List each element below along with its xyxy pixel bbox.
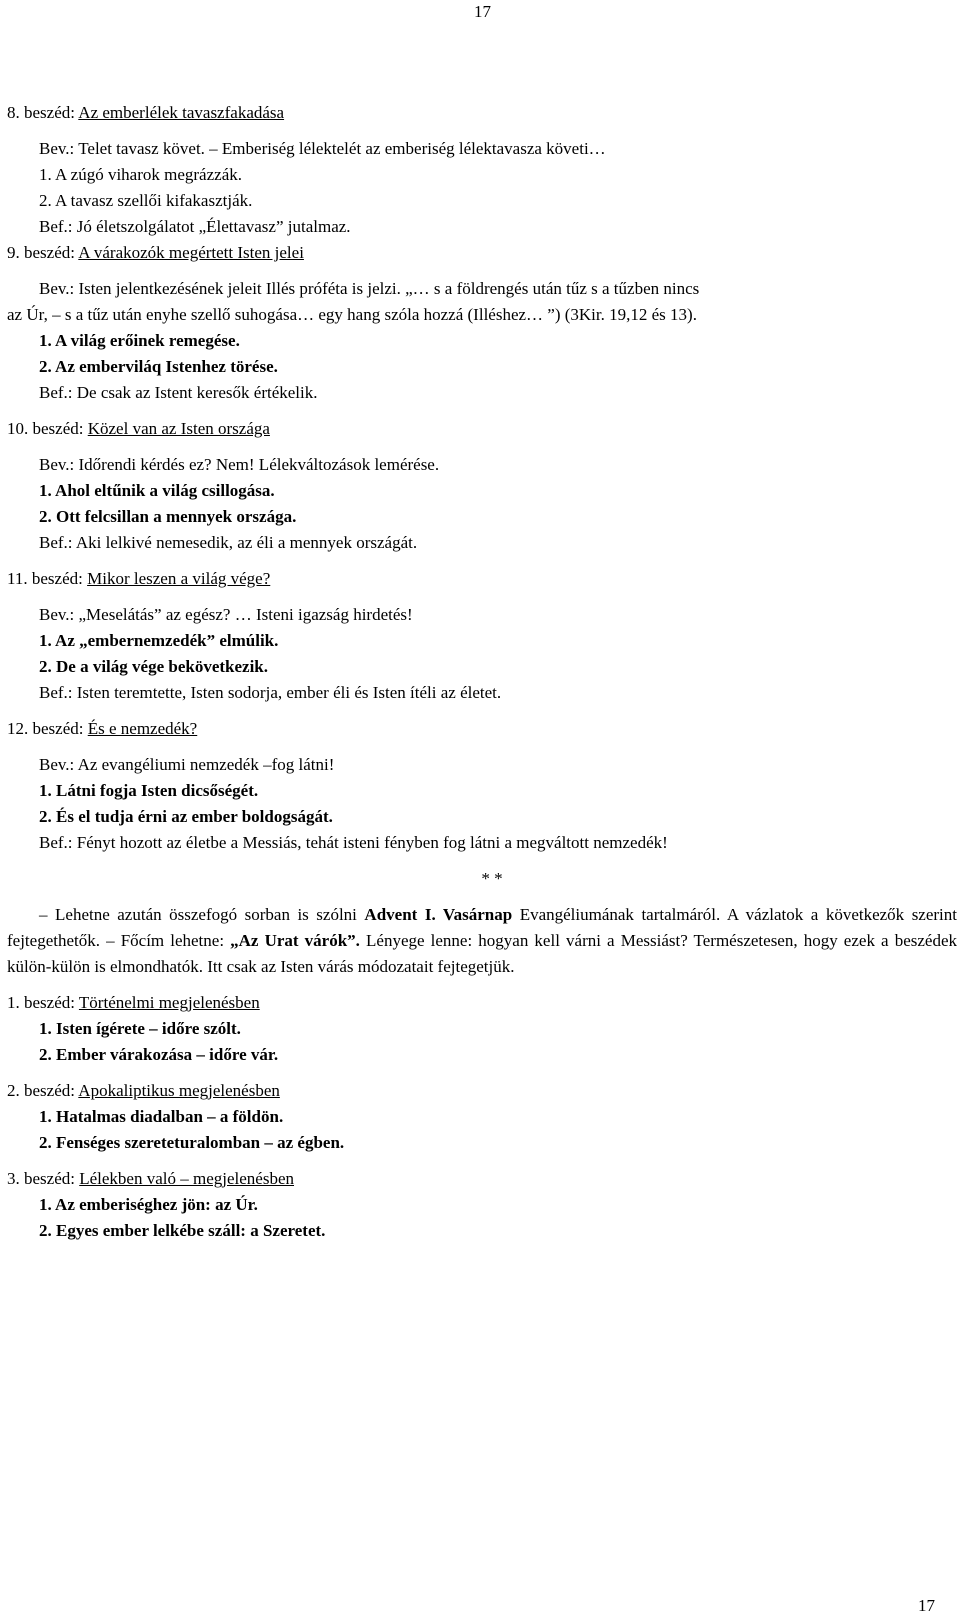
conclusion-line: Bef.: Aki lelkivé nemesedik, az éli a mennyek országát. (39, 533, 418, 552)
main-title: „Az Urat várók”. (230, 931, 360, 950)
point-line: 1. Az „embernemzedék” elmúlik. (39, 631, 279, 650)
page-number-top: 17 (474, 2, 491, 21)
point-line: 1. Ahol eltűnik a világ csillogása. (39, 481, 275, 500)
sermon-title: Közel van az Isten országa (87, 419, 270, 438)
intro-line-cont: az Úr, – s a tűz után enyhe szellő suhogása… egy hang szóla hozzá (Illéshez… ”) (3Kir. 19,12 és 13). (7, 305, 697, 324)
point-line: 2. Az emberviláq Istenhez törése. (39, 357, 278, 376)
page-number-bottom: 17 (918, 1596, 935, 1615)
sermon-heading: 2. beszéd: Apokaliptikus megjelenésben (7, 1081, 280, 1100)
point-line: 1. Az emberiséghez jön: az Úr. (39, 1195, 258, 1214)
section-separator: * * (481, 869, 503, 888)
sermon-heading: 3. beszéd: Lélekben való – megjelenésben (7, 1169, 295, 1188)
sermon-heading: 1. beszéd: Történelmi megjelenésben (7, 993, 260, 1012)
intro-line: Bev.: Telet tavasz követ. – Emberiség lélektelét az emberiség lélektavasza követi… (39, 139, 606, 158)
sermon-heading: 8. beszéd: Az emberlélek tavaszfakadása (7, 103, 285, 122)
point-line: 1. A zúgó viharok megrázzák. (39, 165, 242, 184)
sermon-heading: 10. beszéd: Közel van az Isten országa (7, 419, 270, 438)
intro-line: Bev.: Isten jelentkezésének jeleit Illés próféta is jelzi. „… s a földrengés után tűz s a tűzben nincs (39, 279, 700, 298)
point-line: 1. Hatalmas diadalban – a földön. (39, 1107, 284, 1126)
intro-line: Bev.: „Meselátás” az egész? … Isteni igazság hirdetés! (39, 605, 413, 624)
point-line: 2. Ember várakozása – időre vár. (39, 1045, 279, 1064)
sermon-title: Az emberlélek tavaszfakadása (78, 103, 285, 122)
point-line: 2. De a világ vége bekövetkezik. (39, 657, 268, 676)
sermon-heading: 11. beszéd: Mikor leszen a világ vége? (7, 569, 271, 588)
conclusion-line: Bef.: De csak az Istent keresők értékelik. (39, 383, 318, 402)
point-line: 2. És el tudja érni az ember boldogságát. (39, 807, 333, 826)
sermon-title: És e nemzedék? (87, 719, 198, 738)
point-line: 1. A világ erőinek remegése. (39, 331, 240, 350)
sermon-heading: 9. beszéd: A várakozók megértett Isten jelei (7, 243, 304, 262)
point-line: 2. Ott felcsillan a mennyek országa. (39, 507, 297, 526)
advent-sunday: Advent I. Vasárnap (364, 905, 513, 924)
conclusion-line: Bef.: Jó életszolgálatot „Élettavasz” jutalmaz. (39, 217, 351, 236)
conclusion-line: Bef.: Isten teremtette, Isten sodorja, ember éli és Isten ítéli az életet. (39, 683, 502, 702)
point-line: 2. Fenséges szereteturalomban – az égben. (39, 1133, 345, 1152)
sermon-title: A várakozók megértett Isten jelei (78, 243, 304, 262)
conclusion-line: Bef.: Fényt hozott az életbe a Messiás, tehát isteni fényben fog látni a megváltott nemzedék! (39, 833, 668, 852)
sermon-title: Apokaliptikus megjelenésben (78, 1081, 280, 1100)
point-line: 2. A tavasz szellői kifakasztják. (39, 191, 253, 210)
sermon-heading: 12. beszéd: És e nemzedék? (7, 719, 198, 738)
sermon-title: Mikor leszen a világ vége? (87, 569, 271, 588)
document-body (7, 100, 957, 1244)
point-line: 2. Egyes ember lelkébe száll: a Szeretet. (39, 1221, 326, 1240)
sermon-title: Lélekben való – megjelenésben (79, 1169, 295, 1188)
advent-paragraph: – Lehetne azután összefogó sorban is szólni Advent I. Vasárnap Evangéliumának tartalmáról. A vázlatok a következők szerint fejtegethetők. – Főcím lehetne: „Az Urat várók”. Lényege lenne: hogyan kell várni a Messiást? Természetesen, hogy ezek a beszédek külön-külön is elmondhatók. Itt csak az Isten várás módozatait fejtegetjük. (7, 905, 958, 976)
sermon-title: Történelmi megjelenésben (78, 993, 260, 1012)
intro-line: Bev.: Időrendi kérdés ez? Nem! Lélekváltozások lemérése. (39, 455, 440, 474)
intro-line: Bev.: Az evangéliumi nemzedék –fog látni! (39, 755, 335, 774)
point-line: 1. Látni fogja Isten dicsőségét. (39, 781, 259, 800)
point-line: 1. Isten ígérete – időre szólt. (39, 1019, 241, 1038)
